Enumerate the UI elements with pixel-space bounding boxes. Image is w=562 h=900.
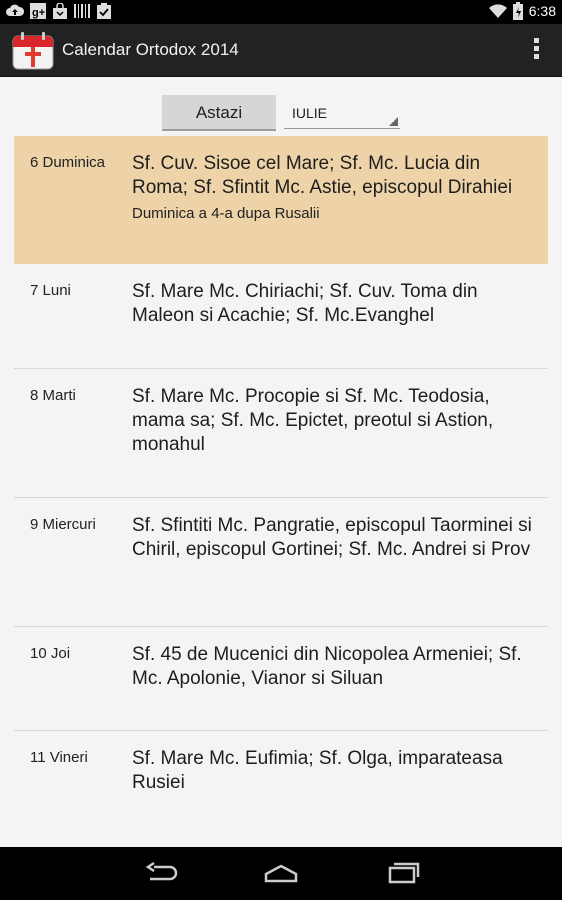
days-list[interactable] — [14, 136, 548, 841]
saints-text — [132, 152, 532, 224]
dropdown-arrow-icon — [389, 117, 398, 126]
cloud-upload-icon — [6, 3, 24, 19]
content-area — [0, 77, 562, 847]
overflow-dot — [534, 54, 539, 59]
saints-names: Sf. 45 de Mucenici din Nicopolea Armeniei; Sf. Mc. Apolonie, Vianor si Siluan — [132, 644, 522, 689]
day-row[interactable] — [14, 136, 548, 264]
clipboard-check-icon — [96, 3, 112, 19]
day-label: 10 Joi — [30, 645, 71, 662]
overflow-menu-button[interactable] — [530, 38, 542, 62]
saints-names: Sf. Mare Mc. Eufimia; Sf. Olga, imparateasa Rusiei — [132, 748, 503, 793]
saints-text — [132, 747, 532, 795]
day-label: 7 Luni — [30, 282, 71, 299]
saints-names: Sf. Mare Mc. Procopie si Sf. Mc. Teodosia, mama sa; Sf. Mc. Epictet, preotul si Astion, monahul — [132, 386, 494, 455]
google-plus-icon — [30, 3, 46, 19]
day-row[interactable] — [14, 264, 548, 369]
svg-text:g+: g+ — [32, 7, 46, 19]
saints-text — [132, 643, 532, 691]
day-row[interactable] — [14, 731, 548, 841]
overflow-dot — [534, 46, 539, 51]
day-row[interactable] — [14, 369, 548, 498]
day-row[interactable] — [14, 627, 548, 731]
wifi-icon — [489, 3, 507, 19]
calendar-cross-icon[interactable] — [12, 30, 54, 70]
bag-icon — [52, 3, 68, 19]
action-bar — [0, 24, 562, 77]
day-row[interactable] — [14, 498, 548, 627]
clock: 6:38 — [528, 3, 556, 19]
month-dropdown[interactable] — [284, 95, 400, 129]
home-icon[interactable] — [263, 861, 299, 885]
saints-text — [132, 280, 532, 328]
barcode-icon — [74, 3, 90, 19]
recent-apps-icon[interactable] — [384, 861, 420, 885]
day-label: 11 Vineri — [30, 749, 88, 766]
today-button[interactable]: Astazi — [162, 95, 276, 131]
navigation-bar — [0, 847, 562, 900]
overflow-dot — [534, 38, 539, 43]
saints-names: Sf. Sfintiti Mc. Pangratie, episcopul Taorminei si Chiril, episcopul Gortinei; Sf. Mc. Andrei si Prov — [132, 515, 532, 560]
day-label: 8 Marti — [30, 387, 76, 404]
month-value: IULIE — [292, 105, 328, 121]
saints-names: Sf. Cuv. Sisoe cel Mare; Sf. Mc. Lucia din Roma; Sf. Sfintit Mc. Astie, episcopul Dirahiei — [132, 153, 513, 198]
controls-row — [0, 95, 562, 135]
saints-names: Sf. Mare Mc. Chiriachi; Sf. Cuv. Toma din Maleon si Acachie; Sf. Mc.Evanghel — [132, 281, 478, 326]
back-icon[interactable] — [144, 861, 180, 885]
saints-text — [132, 385, 532, 457]
app-title: Calendar Ortodox 2014 — [62, 40, 239, 59]
day-note: Duminica a 4-a dupa Rusalii — [132, 205, 320, 222]
battery-icon — [513, 2, 523, 20]
status-bar — [0, 0, 562, 24]
day-label: 6 Duminica — [30, 154, 106, 171]
saints-text — [132, 514, 532, 562]
day-label: 9 Miercuri — [30, 516, 96, 533]
